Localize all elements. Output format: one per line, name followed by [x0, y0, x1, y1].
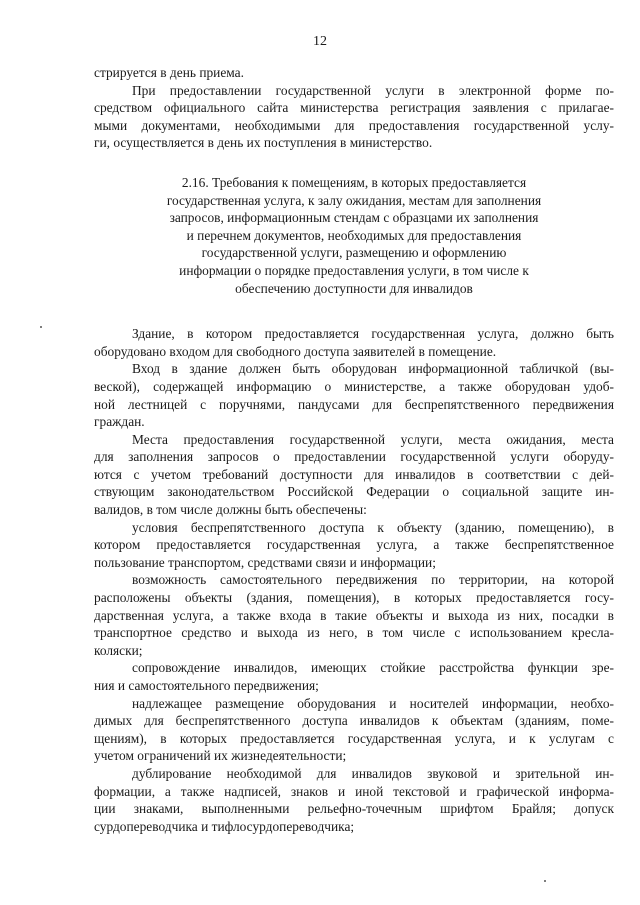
text-line: ги, осуществляется в день их поступления в министерство.: [94, 135, 433, 151]
text-line: димых для беспрепятственного доступа инвалидов к объектам (зданиям, поме-: [94, 713, 614, 729]
heading-line: обеспечению доступности для инвалидов: [235, 280, 473, 296]
heading-line: государственная услуга, к залу ожидания, местам для заполнения: [166, 192, 542, 208]
text-line: дарственная услуга, а также входа в такие объекты и выхода из них, посадки в: [94, 607, 614, 623]
heading-line: 2.16. Требования к помещениям, в которых предоставляется: [181, 174, 527, 190]
text-line: ной лестницей с поручнями, пандусами для беспрепятственного передвижения: [94, 396, 614, 412]
text-line: пользование транспортом, средствами связи и информации;: [94, 554, 436, 570]
text-line: ются с учетом требований доступности для инвалидов в соответствии с дей-: [94, 466, 614, 482]
text-line: Вход в здание должен быть оборудован информационной табличкой (вы-: [132, 361, 614, 377]
text-line: веской), содержащей информацию о министерстве, а также оборудован удоб-: [94, 378, 614, 394]
text-line: мыми документами, необходимыми для предоставления государственной услу-: [94, 117, 614, 133]
text-line: Места предоставления государственной услуги, места ожидания, места: [132, 431, 614, 447]
text-line: ции знаками, выполненными рельефно-точечным шрифтом Брайля; допуск: [94, 801, 614, 817]
text-line: учетом ограничений их жизнедеятельности;: [94, 748, 347, 764]
text-line: дублирование необходимой для инвалидов звуковой и зрительной ин-: [132, 765, 614, 781]
text-line: ствующим законодательством Российской Федерации о социальной защите ин-: [94, 484, 614, 500]
scan-speck: [544, 880, 546, 882]
scan-speck: [40, 326, 42, 328]
text-line: сурдопереводчика и тифлосурдопереводчика;: [94, 818, 355, 834]
document-body: [94, 64, 614, 835]
text-line: для заполнения запросов о предоставлении государственной услуги оборуду-: [94, 449, 614, 465]
text-line: оборудовано входом для свободного доступа заявителей в помещение.: [94, 343, 497, 359]
text-line: формации, а также надписей, знаков и иной текстовой и графической информа-: [94, 783, 614, 799]
text-line: средством официального сайта министерства регистрация заявления с прилагае-: [94, 100, 614, 116]
text-line: расположены объекты (здания, помещения), в которых предоставляется госу-: [94, 590, 614, 606]
heading-line: запросов, информационным стендам с образцами их заполнения: [169, 210, 539, 226]
heading-line: и перечнем документов, необходимых для предоставления: [186, 227, 522, 243]
text-line: котором предоставляется государственная услуга, а также беспрепятственное: [94, 537, 614, 553]
heading-line: государственной услуги, размещению и оформлению: [201, 245, 507, 261]
text-line: надлежащее размещение оборудования и носителей информации, необхо-: [132, 695, 614, 711]
text-line: возможность самостоятельного передвижения по территории, на которой: [132, 572, 614, 588]
text-line: щениям), в которых предоставляется государственная услуга, и к услугам с: [94, 730, 614, 746]
page-number: 12: [313, 34, 327, 49]
text-line: валидов, в том числе должны быть обеспечены:: [94, 502, 367, 518]
text-line: граждан.: [94, 414, 145, 430]
text-line: коляски;: [94, 642, 143, 658]
text-line: транспортное средство и выхода из него, в том числе с использованием кресла-: [94, 625, 614, 641]
text-line: стрируется в день приема.: [94, 65, 244, 80]
section-heading: [94, 174, 614, 297]
text-line: При предоставлении государственной услуги в электронной форме по-: [132, 82, 614, 98]
text-line: ния и самостоятельного передвижения;: [94, 678, 319, 693]
text-line: сопровождение инвалидов, имеющих стойкие расстройства функции зре-: [132, 660, 614, 676]
heading-line: информации о порядке предоставления услуги, в том числе к: [179, 262, 529, 278]
text-line: условия беспрепятственного доступа к объекту (зданию, помещению), в: [132, 519, 614, 535]
text-line: Здание, в котором предоставляется государственная услуга, должно быть: [132, 326, 614, 342]
